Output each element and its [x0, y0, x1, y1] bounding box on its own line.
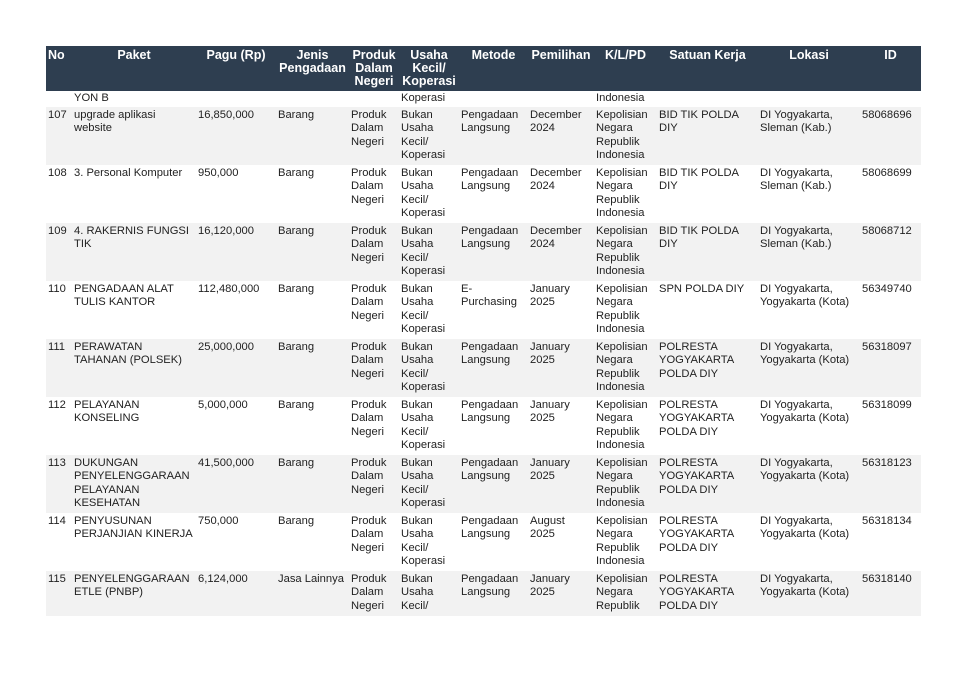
- cell-usaha: Bukan Usaha Kecil/: [399, 571, 459, 616]
- header-id: ID: [860, 46, 921, 91]
- cell-pemilihan: January 2025: [528, 571, 594, 616]
- cell-klpd: Kepolisian Negara Republik: [594, 571, 657, 616]
- cell-klpd: Kepolisian Negara Republik Indonesia: [594, 107, 657, 165]
- cell-paket: upgrade aplikasi website: [72, 107, 196, 165]
- table-row: [46, 339, 921, 397]
- cell-no: 109: [46, 223, 72, 281]
- cell-produk: Produk Dalam Negeri: [349, 339, 399, 397]
- cell-pagu: 5,000,000: [196, 397, 276, 455]
- cell-usaha: Bukan Usaha Kecil/ Koperasi: [399, 107, 459, 165]
- header-lokasi: Lokasi: [758, 46, 860, 91]
- cell-pemilihan: [528, 91, 594, 107]
- cell-pemilihan: December 2024: [528, 165, 594, 223]
- cell-id: 56318134: [860, 513, 921, 571]
- cell-pagu: 25,000,000: [196, 339, 276, 397]
- header-paket: Paket: [72, 46, 196, 91]
- cell-metode: Pengadaan Langsung: [459, 397, 528, 455]
- cell-klpd: Kepolisian Negara Republik Indonesia: [594, 513, 657, 571]
- table-body: [46, 91, 921, 616]
- cell-id: 56349740: [860, 281, 921, 339]
- cell-klpd: Kepolisian Negara Republik Indonesia: [594, 223, 657, 281]
- cell-lokasi: DI Yogyakarta, Sleman (Kab.): [758, 223, 860, 281]
- cell-produk: Produk Dalam Negeri: [349, 397, 399, 455]
- cell-lokasi: DI Yogyakarta, Yogyakarta (Kota): [758, 455, 860, 513]
- cell-satker: POLRESTA YOGYAKARTA POLDA DIY: [657, 455, 758, 513]
- cell-satker: POLRESTA YOGYAKARTA POLDA DIY: [657, 513, 758, 571]
- cell-pagu: [196, 91, 276, 107]
- cell-jenis: Barang: [276, 339, 349, 397]
- cell-metode: Pengadaan Langsung: [459, 165, 528, 223]
- cell-metode: Pengadaan Langsung: [459, 513, 528, 571]
- cell-paket: PENYUSUNAN PERJANJIAN KINERJA: [72, 513, 196, 571]
- cell-no: 114: [46, 513, 72, 571]
- cell-usaha: Koperasi: [399, 91, 459, 107]
- cell-pemilihan: August 2025: [528, 513, 594, 571]
- cell-produk: Produk Dalam Negeri: [349, 223, 399, 281]
- cell-jenis: Barang: [276, 165, 349, 223]
- cell-produk: Produk Dalam Negeri: [349, 281, 399, 339]
- cell-jenis: [276, 91, 349, 107]
- cell-produk: Produk Dalam Negeri: [349, 571, 399, 616]
- cell-pemilihan: January 2025: [528, 281, 594, 339]
- header-klpd: K/L/PD: [594, 46, 657, 91]
- cell-jenis: Barang: [276, 513, 349, 571]
- cell-no: [46, 91, 72, 107]
- header-produk: Produk Dalam Negeri: [349, 46, 399, 91]
- cell-pemilihan: January 2025: [528, 455, 594, 513]
- cell-produk: [349, 91, 399, 107]
- cell-lokasi: DI Yogyakarta, Sleman (Kab.): [758, 165, 860, 223]
- cell-no: 108: [46, 165, 72, 223]
- cell-id: 56318097: [860, 339, 921, 397]
- cell-paket: 4. RAKERNIS FUNGSI TIK: [72, 223, 196, 281]
- continuation-row: [46, 91, 921, 107]
- cell-no: 107: [46, 107, 72, 165]
- cell-usaha: Bukan Usaha Kecil/ Koperasi: [399, 165, 459, 223]
- cell-no: 113: [46, 455, 72, 513]
- header-usaha: Usaha Kecil/ Koperasi: [399, 46, 459, 91]
- cell-metode: Pengadaan Langsung: [459, 339, 528, 397]
- cell-klpd: Kepolisian Negara Republik Indonesia: [594, 397, 657, 455]
- table-row: [46, 513, 921, 571]
- header-jenis: Jenis Pengadaan: [276, 46, 349, 91]
- cell-paket: PENGADAAN ALAT TULIS KANTOR: [72, 281, 196, 339]
- cell-metode: E-Purchasing: [459, 281, 528, 339]
- cell-satker: BID TIK POLDA DIY: [657, 107, 758, 165]
- cell-no: 115: [46, 571, 72, 616]
- cell-metode: Pengadaan Langsung: [459, 223, 528, 281]
- cell-jenis: Jasa Lainnya: [276, 571, 349, 616]
- cell-no: 112: [46, 397, 72, 455]
- cell-id: 56318099: [860, 397, 921, 455]
- cell-satker: POLRESTA YOGYAKARTA POLDA DIY: [657, 339, 758, 397]
- cell-pagu: 750,000: [196, 513, 276, 571]
- cell-pemilihan: December 2024: [528, 107, 594, 165]
- cell-produk: Produk Dalam Negeri: [349, 165, 399, 223]
- cell-id: 56318123: [860, 455, 921, 513]
- header-metode: Metode: [459, 46, 528, 91]
- table-header: [46, 46, 921, 91]
- cell-jenis: Barang: [276, 107, 349, 165]
- cell-satker: SPN POLDA DIY: [657, 281, 758, 339]
- table-row: [46, 281, 921, 339]
- cell-paket: 3. Personal Komputer: [72, 165, 196, 223]
- header-pagu: Pagu (Rp): [196, 46, 276, 91]
- cell-jenis: Barang: [276, 455, 349, 513]
- cell-lokasi: DI Yogyakarta, Yogyakarta (Kota): [758, 281, 860, 339]
- cell-paket: PELAYANAN KONSELING: [72, 397, 196, 455]
- cell-no: 110: [46, 281, 72, 339]
- cell-pemilihan: January 2025: [528, 397, 594, 455]
- cell-produk: Produk Dalam Negeri: [349, 513, 399, 571]
- cell-produk: Produk Dalam Negeri: [349, 107, 399, 165]
- cell-paket: PERAWATAN TAHANAN (POLSEK): [72, 339, 196, 397]
- cell-satker: BID TIK POLDA DIY: [657, 165, 758, 223]
- cell-satker: POLRESTA YOGYAKARTA POLDA DIY: [657, 571, 758, 616]
- cell-pagu: 41,500,000: [196, 455, 276, 513]
- cell-jenis: Barang: [276, 397, 349, 455]
- cell-pagu: 16,850,000: [196, 107, 276, 165]
- cell-usaha: Bukan Usaha Kecil/ Koperasi: [399, 513, 459, 571]
- header-pemilihan: Pemilihan: [528, 46, 594, 91]
- header-no: No: [46, 46, 72, 91]
- procurement-table-page: [46, 46, 921, 616]
- table-row: [46, 397, 921, 455]
- table-row: [46, 223, 921, 281]
- cell-produk: Produk Dalam Negeri: [349, 455, 399, 513]
- cell-klpd: Kepolisian Negara Republik Indonesia: [594, 455, 657, 513]
- cell-pagu: 6,124,000: [196, 571, 276, 616]
- cell-pemilihan: December 2024: [528, 223, 594, 281]
- cell-usaha: Bukan Usaha Kecil/ Koperasi: [399, 339, 459, 397]
- table-row: [46, 107, 921, 165]
- cell-paket: DUKUNGAN PENYELENGGARAAN PELAYANAN KESEHATAN: [72, 455, 196, 513]
- table-row: [46, 455, 921, 513]
- cell-lokasi: [758, 91, 860, 107]
- cell-metode: Pengadaan Langsung: [459, 571, 528, 616]
- cell-metode: Pengadaan Langsung: [459, 455, 528, 513]
- cell-usaha: Bukan Usaha Kecil/ Koperasi: [399, 281, 459, 339]
- header-satker: Satuan Kerja: [657, 46, 758, 91]
- cell-lokasi: DI Yogyakarta, Yogyakarta (Kota): [758, 397, 860, 455]
- cell-usaha: Bukan Usaha Kecil/ Koperasi: [399, 455, 459, 513]
- cell-jenis: Barang: [276, 281, 349, 339]
- cell-pagu: 112,480,000: [196, 281, 276, 339]
- cell-no: 111: [46, 339, 72, 397]
- cell-satker: BID TIK POLDA DIY: [657, 223, 758, 281]
- cell-pagu: 950,000: [196, 165, 276, 223]
- cell-klpd: Kepolisian Negara Republik Indonesia: [594, 339, 657, 397]
- cell-id: 58068712: [860, 223, 921, 281]
- cell-metode: [459, 91, 528, 107]
- table-row: [46, 571, 921, 616]
- procurement-table: [46, 46, 921, 616]
- cell-klpd: Indonesia: [594, 91, 657, 107]
- cell-jenis: Barang: [276, 223, 349, 281]
- cell-klpd: Kepolisian Negara Republik Indonesia: [594, 165, 657, 223]
- cell-id: 58068696: [860, 107, 921, 165]
- cell-lokasi: DI Yogyakarta, Yogyakarta (Kota): [758, 339, 860, 397]
- cell-metode: Pengadaan Langsung: [459, 107, 528, 165]
- cell-id: 58068699: [860, 165, 921, 223]
- cell-lokasi: DI Yogyakarta, Yogyakarta (Kota): [758, 513, 860, 571]
- cell-satker: [657, 91, 758, 107]
- cell-pagu: 16,120,000: [196, 223, 276, 281]
- cell-lokasi: DI Yogyakarta, Sleman (Kab.): [758, 107, 860, 165]
- cell-id: 56318140: [860, 571, 921, 616]
- cell-paket: YON B: [72, 91, 196, 107]
- cell-satker: POLRESTA YOGYAKARTA POLDA DIY: [657, 397, 758, 455]
- cell-pemilihan: January 2025: [528, 339, 594, 397]
- cell-paket: PENYELENGGARAAN ETLE (PNBP): [72, 571, 196, 616]
- table-row: [46, 165, 921, 223]
- cell-lokasi: DI Yogyakarta, Yogyakarta (Kota): [758, 571, 860, 616]
- cell-usaha: Bukan Usaha Kecil/ Koperasi: [399, 223, 459, 281]
- cell-usaha: Bukan Usaha Kecil/ Koperasi: [399, 397, 459, 455]
- cell-klpd: Kepolisian Negara Republik Indonesia: [594, 281, 657, 339]
- cell-id: [860, 91, 921, 107]
